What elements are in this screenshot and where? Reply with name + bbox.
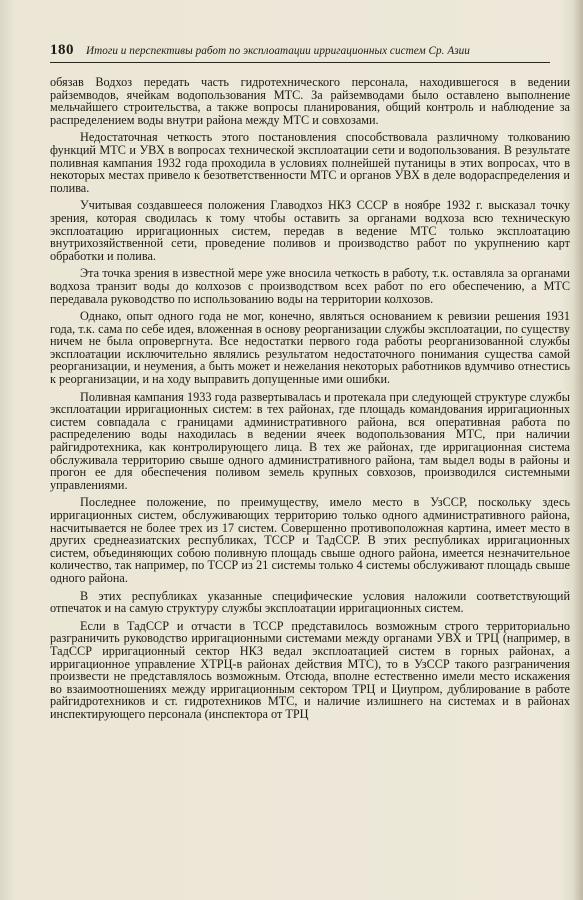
page-number: 180 — [50, 42, 74, 58]
body-text — [50, 76, 570, 891]
paragraph: Учитывая создавшееся положения Главодхоз НКЗ СССР в ноябре 1932 г. высказал точку зрения, которая сводилась к тому чтобы оставить за органами водхоза всю техническую эксплоатацию ирригационных систем, передав в ведение МТС только эксплоатацию внутрихозяйственной сети, проведение поливов и производство работ по укрупнению карт обработки и полива. — [50, 198, 570, 263]
running-header — [50, 42, 550, 63]
page-edge-shadow — [573, 0, 583, 900]
paragraph-continued: обязав Водхоз передать часть гидротехнического персонала, находившегося в ведении райземводов, ячейкам водопользования МТС. За райземводами было оставлено выполнение мельчайшего строительства, а также вопросы планирования, общий контроль и наблюдение за распределением воды внутри района между МТС и совхозами. — [50, 76, 570, 127]
paragraph: Если в ТадССР и отчасти в ТССР представилось возможным строго территориально разграничить руководство ирригационными системами между органами УВХ и ТРЦ (например, в ТадССР ирригационный сектор НКЗ ведал эксплоатацией систем в горных районах, а ирригационное управление ХТРЦ-в районах действия МТС), то в УзССР такого разграничения произвести не представлялось возможным. Отсюда, вполне естественно имели место искажения во взаимоотношениях между ирригационным сектором ТРЦ и Циупром, дублирование в работе райгидротехников и ст. гидротехников МТС, и наличие излишнего на системах и в районах инспектирующего персонала (инспектора от ТРЦ — [50, 618, 570, 721]
paragraph: Эта точка зрения в известной мере уже вносила четкость в работу, т.к. оставляла за органами водхоза транзит воды до колхозов с производством всех работ по его обеспечению, а МТС передавала руководство по использованию воды на территории колхозов. — [50, 266, 570, 306]
running-title: Итоги и перспективы работ по эксплоатации ирригационных систем Ср. Азии — [86, 45, 470, 57]
paragraph: Поливная кампания 1933 года развертывалась и протекала при следующей структуре службы эксплоатации ирригационных систем: в тех районах, где площадь командования ирригационных систем совпадала с границами административного района, вся оперативная работа по распределению воды находилась в ведении ячеек водопользования МТС, при наличии райгидротехника, как контролирующего лица. В тех же районах, где ирригационная система обслуживала территорию свыше одного административного района, там выдел воды в районы и прогон ее для обеспечения поливом земель крупных совхозов, производился системными управлениями. — [50, 389, 570, 492]
paragraph: Недостаточная четкость этого постановления способствовала различному толкованию функций МТС и УВХ в вопросах технической эксплоатации сети и водопользования. В результате поливная кампания 1932 года проходила в условиях полнейшей путаницы в этих вопросах, что в некоторых местах привело к безответственности МТС и органов УВХ в деле водораспределения и полива. — [50, 130, 570, 195]
paragraph: Последнее положение, по преимуществу, имело место в УзССР, поскольку здесь ирригационных систем, обслуживающих территорию только одного административного района, насчитывается не более трех из 17 систем. Совершенно противоположная картина, имеет место в других среднеазиатских республиках, ТССР и ТадССР. В этих республиках ирригационных систем, объединяющих собою поливную площадь свыше одного района, имеется незначительное количество, так например, по ТССР из 21 системы только 4 системы обслуживают площадь свыше одного района. — [50, 495, 570, 585]
paragraph: Однако, опыт одного года не мог, конечно, являться основанием к ревизии решения 1931 года, т.к. сама по себе идея, вложенная в основу реорганизации службы эксплоатации, по существу ничем не была опровергнута. Все недостатки первого года работы реорганизованной службы эксплоатации исключительно являлись результатом недостаточного понимания существа самой реорганизации, и неумения, а быть может и нежелания некоторых работников вдумчиво отнестись к реорганизации, и на ходу выправить допущенные ими ошибки. — [50, 309, 570, 387]
paragraph: В этих республиках указанные специфические условия наложили соответствующий отпечаток и на самую структуру службы эксплоатации ирригационных систем. — [50, 588, 570, 616]
